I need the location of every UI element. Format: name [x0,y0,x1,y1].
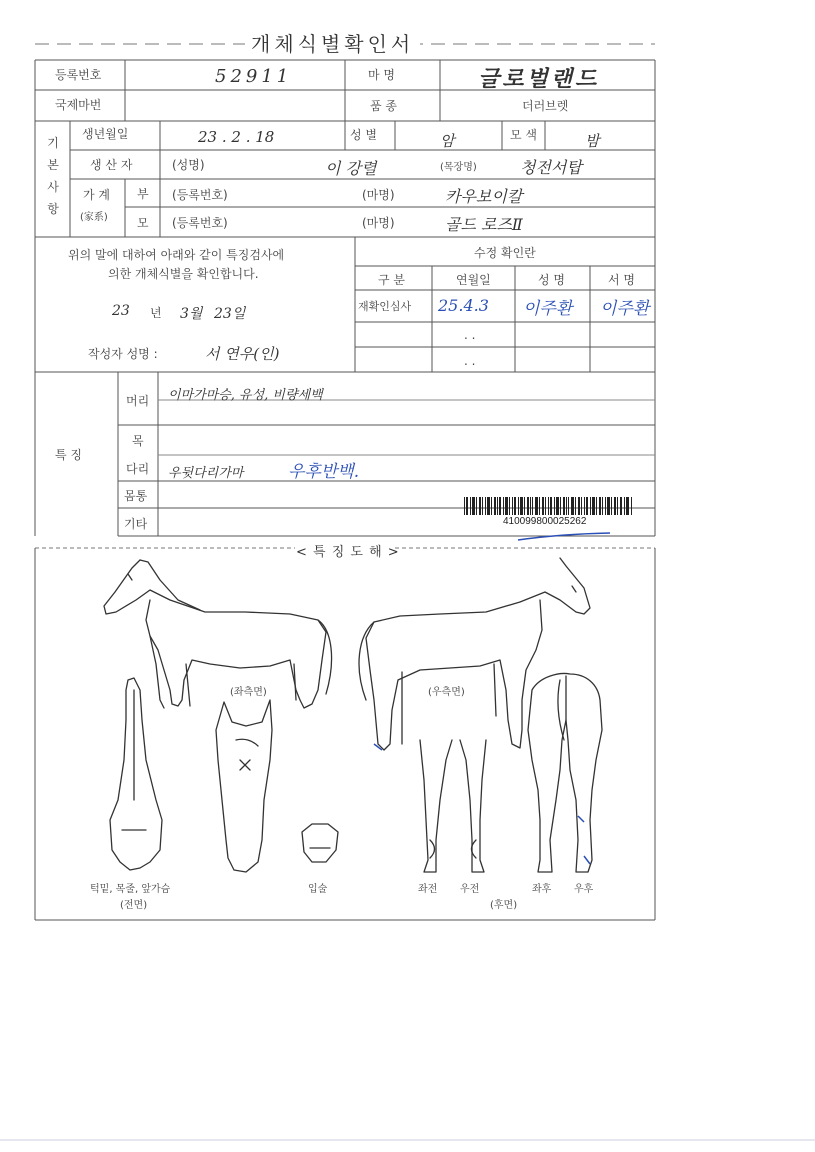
legs-label: 다리 [126,462,150,476]
horse-front-chest-icon [110,678,162,870]
left-side-caption: (좌측면) [230,687,267,698]
pedigree-label: 가 계 [83,188,110,202]
head-label: 머리 [126,394,150,408]
farm-value: 청전서탑 [520,158,582,177]
rear-caption-right-front: 우전 [460,884,480,895]
revision-row3-date: . . [464,354,476,368]
confirm-text-line1: 위의 말에 대하여 아래와 같이 특징검사에 [68,248,285,262]
document-title: 개체식별확인서 [245,28,420,57]
confirm-date-year-unit: 년 [150,306,162,320]
dam-name-value: 골드 로즈Ⅱ [445,215,523,234]
breeder-value: 이 강렬 [325,159,377,178]
breeder-name-hint: (성명) [172,158,205,172]
revision-row1-date: 25.4.3 [438,296,489,315]
horse-lips-icon [302,824,338,862]
reg-no-value: 52911 [215,66,293,87]
sex-value: 암 [440,132,455,150]
revision-col-sign: 서 명 [608,273,635,287]
revision-col-name: 성 명 [538,273,565,287]
coat-value: 밤 [585,132,600,150]
horse-name-label: 마 명 [368,68,395,82]
revision-col-type: 구 분 [378,273,405,287]
body-label: 몸통 [124,489,148,503]
coat-label: 모 색 [510,128,537,142]
revision-row1-sign: 이주환 [600,299,650,319]
horse-name-value: 글로벌랜드 [478,66,600,92]
dam-label: 모 [137,216,149,230]
neck-label: 목 [132,434,144,448]
diagram-title: < 특 징 도 해 > [296,545,400,560]
revision-header: 수정 확인란 [474,246,536,260]
right-side-caption: (우측면) [428,687,465,698]
revision-col-date: 연월일 [456,273,491,287]
breed-value: 더러브렛 [522,99,569,113]
writer-label: 작성자 성명 : [88,347,158,361]
horse-head-front-icon [216,700,272,872]
reg-no-label: 등록번호 [55,68,102,82]
front-caption-2: (전면) [120,900,148,911]
revision-row2-date: . . [464,328,476,342]
front-caption: 턱밑, 목줄, 앞가슴 [90,884,171,895]
revision-row1-type: 재확인심사 [358,300,412,313]
sire-label: 부 [137,187,149,201]
horse-front-legs-icon [420,740,486,872]
dam-name-hint: (마명) [362,216,395,230]
intl-name-label: 국제마번 [55,98,102,112]
legs-value: 우뒷다리가마 [168,466,244,481]
confirm-date-year: 23 [112,303,130,319]
rear-caption-left-front: 좌전 [418,884,438,895]
horse-right-side-icon [359,558,590,750]
pedigree-label-han: (家系) [80,212,108,223]
breeder-label: 생 산 자 [90,158,133,172]
farm-hint: (목장명) [440,162,477,173]
head-value: 이마가마승, 유성, 비량세백 [168,388,323,403]
features-section-label: 특 징 [55,448,82,462]
confirm-date-day: 23일 [214,306,246,322]
sire-regno-hint: (등록번호) [172,188,228,202]
other-label: 기타 [124,517,148,531]
writer-value: 서 연우(인) [205,345,280,363]
horse-rear-view-icon [528,674,602,872]
rear-caption: (후면) [490,900,518,911]
sire-name-hint: (마명) [362,188,395,202]
basic-section-label: 기본사항 [47,136,59,216]
breed-label: 품 종 [370,99,397,113]
lips-caption: 입술 [308,884,328,895]
rear-caption-right-hind: 우후 [574,884,594,895]
dam-regno-hint: (등록번호) [172,216,228,230]
sex-label: 성 별 [350,128,377,142]
legs-added-value: 우후반백. [288,462,360,482]
sire-name-value: 카우보이칼 [445,187,523,206]
barcode-number: 410099800025262 [503,516,587,527]
birth-label: 생년월일 [82,127,129,141]
confirm-date-month: 3월 [180,306,203,322]
revision-row1-name: 이주환 [523,299,573,319]
rear-caption-left-hind: 좌후 [532,884,552,895]
birth-value: 23 . 2 . 18 [198,128,275,146]
confirm-text-line2: 의한 개체식별을 확인합니다. [108,267,259,281]
